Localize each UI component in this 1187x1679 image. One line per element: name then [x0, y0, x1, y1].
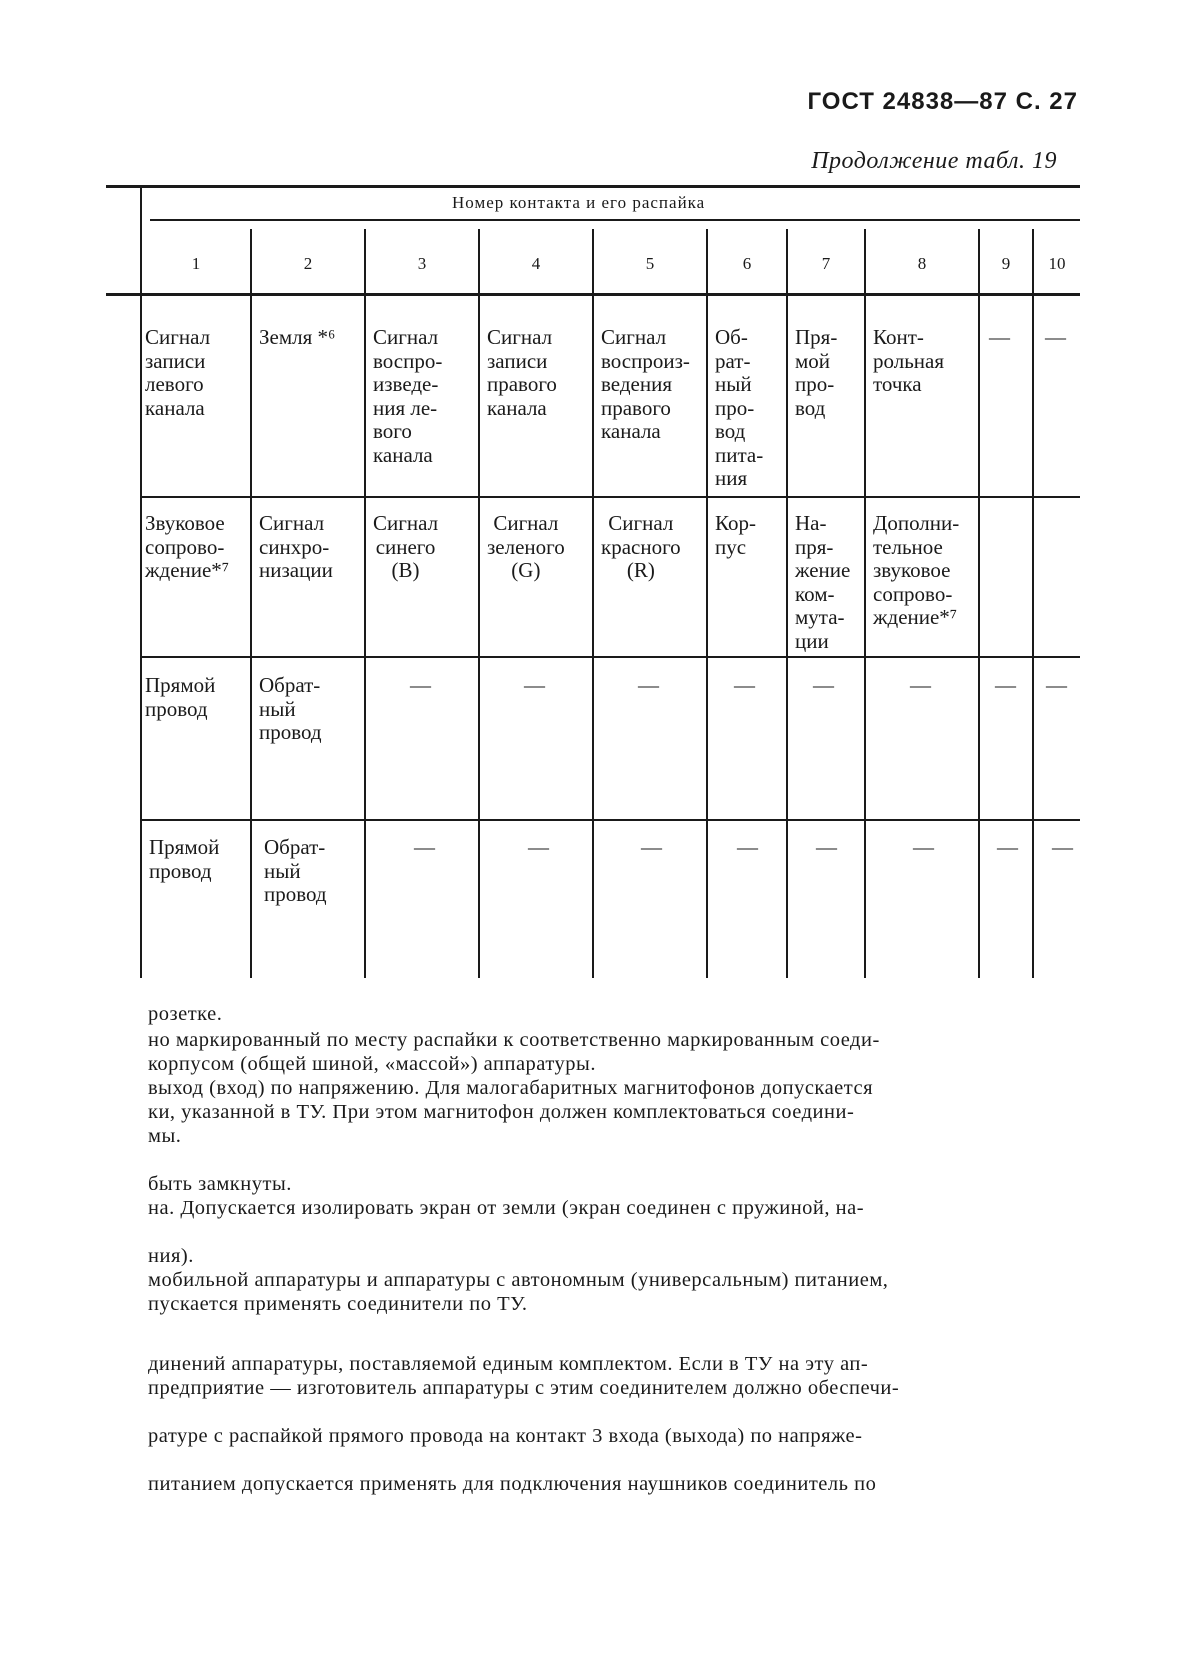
column-number: 4	[531, 254, 541, 273]
table-cell: Конт- рольная точка	[873, 325, 944, 396]
column-number: 3	[417, 254, 427, 273]
table-cell: Сигнал синего (B)	[373, 511, 439, 582]
table-cell: Сигнал воспроиз- ведения правого канала	[601, 325, 690, 443]
column-number: 6	[742, 254, 752, 273]
footnote-line: предприятие — изготовитель аппаратуры с этим соединителем должно обеспечи-	[148, 1377, 900, 1399]
table-cell: —	[989, 325, 1010, 349]
table-cell: Обрат- ный провод	[264, 835, 327, 906]
table-cell: —	[528, 835, 549, 859]
column-number: 1	[191, 254, 201, 273]
footnote-line: быть замкнуты.	[148, 1173, 292, 1195]
column-number: 8	[917, 254, 927, 273]
column-number: 2	[303, 254, 313, 273]
col-divider	[706, 229, 708, 978]
col-divider	[364, 229, 366, 978]
table-cell: —	[734, 673, 755, 697]
table-cell: —	[816, 835, 837, 859]
table-cell: —	[524, 673, 545, 697]
col-divider	[864, 229, 866, 978]
col-divider	[478, 229, 480, 978]
col-divider	[786, 229, 788, 978]
table-cell: Кор- пус	[715, 511, 756, 559]
table-cell: —	[1046, 673, 1067, 697]
table-cell: Сигнал зеленого (G)	[487, 511, 565, 582]
footnote-line: динений аппаратуры, поставляемой единым комплектом. Если в ТУ на эту ап-	[148, 1353, 869, 1375]
table-caption: Продолжение табл. 19	[811, 148, 1057, 174]
footnote-line: выход (вход) по напряжению. Для малогабаритных магнитофонов допускается	[148, 1077, 874, 1099]
col-divider	[250, 229, 252, 978]
table-cell: —	[737, 835, 758, 859]
table-cell: Об- рат- ный про- вод пита- ния	[715, 325, 764, 490]
table-cell: —	[638, 673, 659, 697]
table-cell: —	[913, 835, 934, 859]
table-cell: —	[813, 673, 834, 697]
table-cell: —	[641, 835, 662, 859]
table-cell: Пря- мой про- вод	[795, 325, 838, 420]
table-cell: —	[997, 835, 1018, 859]
table-cell: Дополни- тельное звуковое сопрово- ждение*⁷	[873, 511, 960, 629]
col-divider	[592, 229, 594, 978]
table-cell: Сигнал синхро- низации	[259, 511, 333, 582]
footnote-line: но маркированный по месту распайки к соответственно маркированным соеди-	[148, 1029, 880, 1051]
footnote-line: питанием допускается применять для подключения наушников соединитель по	[148, 1473, 877, 1495]
footnote-line: розетке.	[148, 1003, 223, 1025]
column-number: 10	[1048, 254, 1066, 273]
table-group-header: Номер контакта и его распайка	[452, 193, 706, 212]
table-cell: На- пря- жение ком- мута- ции	[795, 511, 851, 653]
table-cell: Прямой провод	[149, 835, 220, 883]
column-number: 7	[821, 254, 831, 273]
footnote-line: ки, указанной в ТУ. При этом магнитофон должен комплектоваться соедини-	[148, 1101, 855, 1123]
row-divider-3	[142, 819, 1080, 821]
table-cell: —	[414, 835, 435, 859]
table-cell: —	[410, 673, 431, 697]
row-divider-2	[142, 656, 1080, 658]
table-cell: —	[1045, 325, 1066, 349]
footnote-line: пускается применять соединители по ТУ.	[148, 1293, 528, 1315]
table-top-rule	[106, 185, 1080, 188]
table-cell: Прямой провод	[145, 673, 216, 721]
footnote-line: на. Допускается изолировать экран от земли (экран соединен с пружиной, на-	[148, 1197, 865, 1219]
footnote-line: мы.	[148, 1125, 182, 1147]
col-divider	[1032, 229, 1034, 978]
footnote-line: корпусом (общей шиной, «массой») аппаратуры.	[148, 1053, 596, 1075]
table-cell: —	[1052, 835, 1073, 859]
page-header-title: ГОСТ 24838—87 С. 27	[807, 88, 1078, 115]
footnote-line: мобильной аппаратуры и аппаратуры с автономным (универсальным) питанием,	[148, 1269, 889, 1291]
table-cell: Земля *⁶	[259, 325, 336, 349]
table-cell: Сигнал записи правого канала	[487, 325, 557, 420]
table-cell: Звуковое сопрово- ждение*⁷	[145, 511, 230, 582]
table-cell: Сигнал красного (R)	[601, 511, 681, 582]
footnote-line: ратуре с распайкой прямого провода на контакт 3 входа (выхода) по напряже-	[148, 1425, 863, 1447]
table-left-border	[140, 188, 142, 978]
group-header-rule	[150, 219, 1080, 221]
column-number: 9	[1001, 254, 1011, 273]
row-divider-1	[142, 496, 1080, 498]
table-cell: —	[910, 673, 931, 697]
column-number: 5	[645, 254, 655, 273]
footnote-line: ния).	[148, 1245, 194, 1267]
col-divider	[978, 229, 980, 978]
table-cell: Сигнал записи левого канала	[145, 325, 211, 420]
table-cell: —	[995, 673, 1016, 697]
table-cell: Сигнал воспро- изведе- ния ле- вого канала	[373, 325, 443, 467]
table-cell: Обрат- ный провод	[259, 673, 322, 744]
